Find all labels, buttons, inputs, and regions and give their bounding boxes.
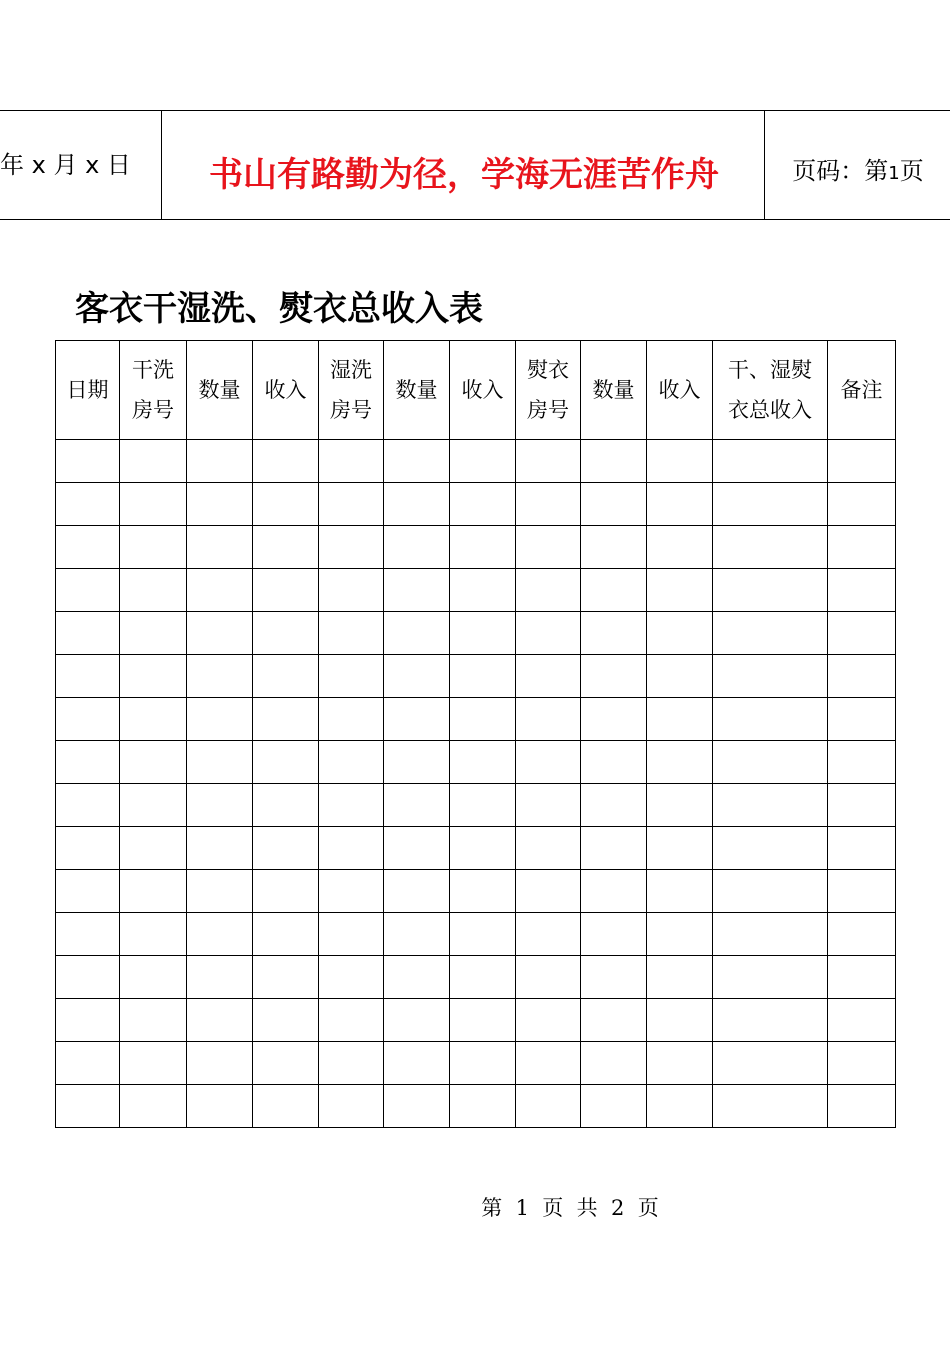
table-cell bbox=[187, 1042, 253, 1085]
table-cell bbox=[120, 526, 187, 569]
table-row bbox=[56, 870, 896, 913]
table-cell bbox=[581, 483, 647, 526]
table-cell bbox=[187, 698, 253, 741]
table-cell bbox=[713, 1085, 828, 1128]
table-cell bbox=[120, 440, 187, 483]
document-title: 客衣干湿洗、熨衣总收入表 bbox=[75, 289, 483, 329]
table-cell bbox=[713, 870, 828, 913]
table-cell bbox=[384, 784, 450, 827]
table-cell bbox=[120, 870, 187, 913]
table-cell bbox=[828, 870, 896, 913]
col-notes: 备注 bbox=[828, 341, 896, 440]
table-cell bbox=[713, 698, 828, 741]
table-cell bbox=[319, 741, 384, 784]
table-row bbox=[56, 526, 896, 569]
table-cell bbox=[56, 1042, 120, 1085]
table-cell bbox=[384, 698, 450, 741]
table-cell bbox=[713, 483, 828, 526]
table-cell bbox=[450, 999, 516, 1042]
table-cell bbox=[253, 440, 319, 483]
table-cell bbox=[56, 1085, 120, 1128]
table-cell bbox=[56, 483, 120, 526]
table-cell bbox=[647, 526, 713, 569]
table-cell bbox=[187, 440, 253, 483]
table-row bbox=[56, 655, 896, 698]
table-cell bbox=[516, 440, 581, 483]
col-dry-room: 干洗 房号 bbox=[120, 341, 187, 440]
table-cell bbox=[450, 655, 516, 698]
table-cell bbox=[581, 956, 647, 999]
table-cell bbox=[516, 1042, 581, 1085]
table-cell bbox=[581, 612, 647, 655]
table-cell bbox=[647, 440, 713, 483]
table-cell bbox=[253, 655, 319, 698]
table-cell bbox=[319, 999, 384, 1042]
table-cell bbox=[713, 440, 828, 483]
table-cell bbox=[319, 483, 384, 526]
table-cell bbox=[319, 698, 384, 741]
table-cell bbox=[384, 741, 450, 784]
table-cell bbox=[253, 913, 319, 956]
table-cell bbox=[187, 913, 253, 956]
table-cell bbox=[828, 526, 896, 569]
table-row bbox=[56, 440, 896, 483]
table-cell bbox=[828, 698, 896, 741]
table-cell bbox=[647, 784, 713, 827]
table-cell bbox=[120, 612, 187, 655]
table-cell bbox=[581, 526, 647, 569]
header-motto: 书山有路勤为径，学海无涯苦作舟 bbox=[209, 155, 719, 195]
page-footer: 第 1 页 共 2 页 bbox=[481, 1196, 659, 1220]
table-cell bbox=[56, 784, 120, 827]
table-cell bbox=[581, 913, 647, 956]
table-cell bbox=[713, 741, 828, 784]
table-row bbox=[56, 827, 896, 870]
table-cell bbox=[581, 870, 647, 913]
table-row bbox=[56, 612, 896, 655]
table-cell bbox=[581, 1042, 647, 1085]
table-cell bbox=[56, 956, 120, 999]
table-cell bbox=[253, 999, 319, 1042]
table-cell bbox=[647, 999, 713, 1042]
table-cell bbox=[319, 526, 384, 569]
table-cell bbox=[450, 483, 516, 526]
table-cell bbox=[253, 741, 319, 784]
table-cell bbox=[253, 698, 319, 741]
table-cell bbox=[713, 569, 828, 612]
table-cell bbox=[828, 913, 896, 956]
table-cell bbox=[450, 913, 516, 956]
table-cell bbox=[384, 612, 450, 655]
table-cell bbox=[581, 440, 647, 483]
col-date: 日期 bbox=[56, 341, 120, 440]
table-cell bbox=[319, 1085, 384, 1128]
table-cell bbox=[120, 1042, 187, 1085]
table-cell bbox=[828, 440, 896, 483]
table-cell bbox=[828, 483, 896, 526]
table-cell bbox=[384, 1042, 450, 1085]
table-cell bbox=[647, 870, 713, 913]
table-cell bbox=[581, 827, 647, 870]
col-wet-room: 湿洗 房号 bbox=[319, 341, 384, 440]
table-cell bbox=[450, 870, 516, 913]
table-cell bbox=[319, 870, 384, 913]
col-wet-income: 收入 bbox=[450, 341, 516, 440]
table-cell bbox=[581, 784, 647, 827]
table-cell bbox=[384, 569, 450, 612]
table-row bbox=[56, 1042, 896, 1085]
table-cell bbox=[647, 569, 713, 612]
table-cell bbox=[516, 526, 581, 569]
table-cell bbox=[384, 526, 450, 569]
header-page-label bbox=[766, 151, 950, 186]
table-cell bbox=[828, 827, 896, 870]
table-cell bbox=[384, 483, 450, 526]
table-cell bbox=[647, 741, 713, 784]
table-cell bbox=[253, 827, 319, 870]
table-cell bbox=[450, 741, 516, 784]
table-cell bbox=[516, 784, 581, 827]
table-cell bbox=[450, 784, 516, 827]
table-cell bbox=[187, 655, 253, 698]
table-cell bbox=[647, 913, 713, 956]
table-cell bbox=[450, 1042, 516, 1085]
table-cell bbox=[56, 526, 120, 569]
table-row bbox=[56, 913, 896, 956]
table-cell bbox=[253, 784, 319, 827]
table-cell bbox=[450, 956, 516, 999]
table-cell bbox=[516, 741, 581, 784]
table-cell bbox=[713, 1042, 828, 1085]
table-cell bbox=[187, 483, 253, 526]
table-cell bbox=[647, 1042, 713, 1085]
header-band bbox=[0, 110, 950, 220]
table-cell bbox=[120, 569, 187, 612]
table-cell bbox=[647, 956, 713, 999]
table-row bbox=[56, 1085, 896, 1128]
table-cell bbox=[828, 999, 896, 1042]
table-cell bbox=[713, 999, 828, 1042]
table-cell bbox=[187, 526, 253, 569]
table-cell bbox=[516, 698, 581, 741]
table-row bbox=[56, 956, 896, 999]
table-cell bbox=[384, 655, 450, 698]
table-cell bbox=[516, 655, 581, 698]
table-cell bbox=[828, 956, 896, 999]
header-divider-left bbox=[161, 111, 162, 219]
table-cell bbox=[120, 741, 187, 784]
table-cell bbox=[516, 483, 581, 526]
table-cell bbox=[253, 526, 319, 569]
table-cell bbox=[581, 655, 647, 698]
table-cell bbox=[120, 913, 187, 956]
table-cell bbox=[56, 741, 120, 784]
table-cell bbox=[450, 526, 516, 569]
table-cell bbox=[713, 913, 828, 956]
table-cell bbox=[828, 1085, 896, 1128]
table-cell bbox=[516, 827, 581, 870]
table-cell bbox=[319, 827, 384, 870]
table-cell bbox=[56, 612, 120, 655]
table-cell bbox=[384, 870, 450, 913]
table-cell bbox=[516, 999, 581, 1042]
table-cell bbox=[450, 612, 516, 655]
table-cell bbox=[516, 1085, 581, 1128]
table-cell bbox=[384, 1085, 450, 1128]
table-cell bbox=[828, 741, 896, 784]
table-cell bbox=[187, 784, 253, 827]
table-cell bbox=[647, 655, 713, 698]
table-cell bbox=[384, 913, 450, 956]
table-cell bbox=[647, 1085, 713, 1128]
table-row bbox=[56, 698, 896, 741]
table-cell bbox=[56, 698, 120, 741]
page-suffix: 页 bbox=[899, 157, 924, 185]
table-cell bbox=[56, 913, 120, 956]
table-cell bbox=[647, 698, 713, 741]
table-cell bbox=[187, 827, 253, 870]
header-date: 年 x 月 x 日 bbox=[0, 151, 131, 179]
table-cell bbox=[187, 1085, 253, 1128]
table-cell bbox=[713, 612, 828, 655]
table-cell bbox=[253, 956, 319, 999]
table-cell bbox=[516, 956, 581, 999]
table-cell bbox=[56, 827, 120, 870]
col-iron-room: 熨衣 房号 bbox=[516, 341, 581, 440]
table-cell bbox=[120, 999, 187, 1042]
table-cell bbox=[56, 440, 120, 483]
col-iron-qty: 数量 bbox=[581, 341, 647, 440]
col-wet-qty: 数量 bbox=[384, 341, 450, 440]
table-cell bbox=[581, 569, 647, 612]
table-cell bbox=[828, 569, 896, 612]
table-cell bbox=[828, 655, 896, 698]
table-cell bbox=[253, 483, 319, 526]
table-cell bbox=[319, 440, 384, 483]
table-cell bbox=[384, 999, 450, 1042]
table-cell bbox=[120, 827, 187, 870]
col-dry-qty: 数量 bbox=[187, 341, 253, 440]
table-cell bbox=[384, 440, 450, 483]
table-cell bbox=[319, 569, 384, 612]
table-cell bbox=[516, 612, 581, 655]
table-cell bbox=[319, 956, 384, 999]
table-row bbox=[56, 784, 896, 827]
table-cell bbox=[187, 956, 253, 999]
table-cell bbox=[120, 956, 187, 999]
table-cell bbox=[647, 612, 713, 655]
table-cell bbox=[56, 870, 120, 913]
table-cell bbox=[516, 870, 581, 913]
table-cell bbox=[120, 1085, 187, 1128]
table-cell bbox=[828, 612, 896, 655]
page-number: 1 bbox=[888, 163, 900, 184]
table-cell bbox=[120, 483, 187, 526]
table-cell bbox=[187, 870, 253, 913]
col-iron-income: 收入 bbox=[647, 341, 713, 440]
table-row bbox=[56, 999, 896, 1042]
table-cell bbox=[450, 1085, 516, 1128]
table-cell bbox=[581, 698, 647, 741]
table-cell bbox=[713, 956, 828, 999]
table-cell bbox=[713, 784, 828, 827]
col-total-income: 干、湿熨 衣总收入 bbox=[713, 341, 828, 440]
table-cell bbox=[187, 612, 253, 655]
table-cell bbox=[581, 1085, 647, 1128]
table-cell bbox=[187, 741, 253, 784]
table-cell bbox=[319, 1042, 384, 1085]
table-cell bbox=[319, 655, 384, 698]
table-row bbox=[56, 741, 896, 784]
table-cell bbox=[450, 569, 516, 612]
table-cell bbox=[120, 698, 187, 741]
table-cell bbox=[56, 999, 120, 1042]
table-cell bbox=[253, 1042, 319, 1085]
table-cell bbox=[384, 827, 450, 870]
table-cell bbox=[450, 827, 516, 870]
table-cell bbox=[56, 655, 120, 698]
table-row bbox=[56, 569, 896, 612]
table-cell bbox=[384, 956, 450, 999]
table-row bbox=[56, 483, 896, 526]
table-cell bbox=[187, 999, 253, 1042]
table-cell bbox=[253, 569, 319, 612]
table-cell bbox=[450, 440, 516, 483]
table-cell bbox=[828, 1042, 896, 1085]
header-row bbox=[56, 341, 896, 440]
table-cell bbox=[647, 483, 713, 526]
table-cell bbox=[516, 913, 581, 956]
table-cell bbox=[647, 827, 713, 870]
table-cell bbox=[581, 999, 647, 1042]
table-cell bbox=[253, 1085, 319, 1128]
table-cell bbox=[319, 913, 384, 956]
table-cell bbox=[187, 569, 253, 612]
table-cell bbox=[56, 569, 120, 612]
table-cell bbox=[581, 741, 647, 784]
income-table bbox=[55, 340, 896, 1128]
table-cell bbox=[120, 655, 187, 698]
table-cell bbox=[253, 870, 319, 913]
table-cell bbox=[319, 612, 384, 655]
page-prefix: 页码：第 bbox=[792, 157, 889, 185]
table-cell bbox=[120, 784, 187, 827]
table-cell bbox=[713, 827, 828, 870]
table-cell bbox=[253, 612, 319, 655]
table-cell bbox=[450, 698, 516, 741]
table-cell bbox=[516, 569, 581, 612]
table-cell bbox=[713, 655, 828, 698]
col-dry-income: 收入 bbox=[253, 341, 319, 440]
table-cell bbox=[713, 526, 828, 569]
table-cell bbox=[319, 784, 384, 827]
table-cell bbox=[828, 784, 896, 827]
